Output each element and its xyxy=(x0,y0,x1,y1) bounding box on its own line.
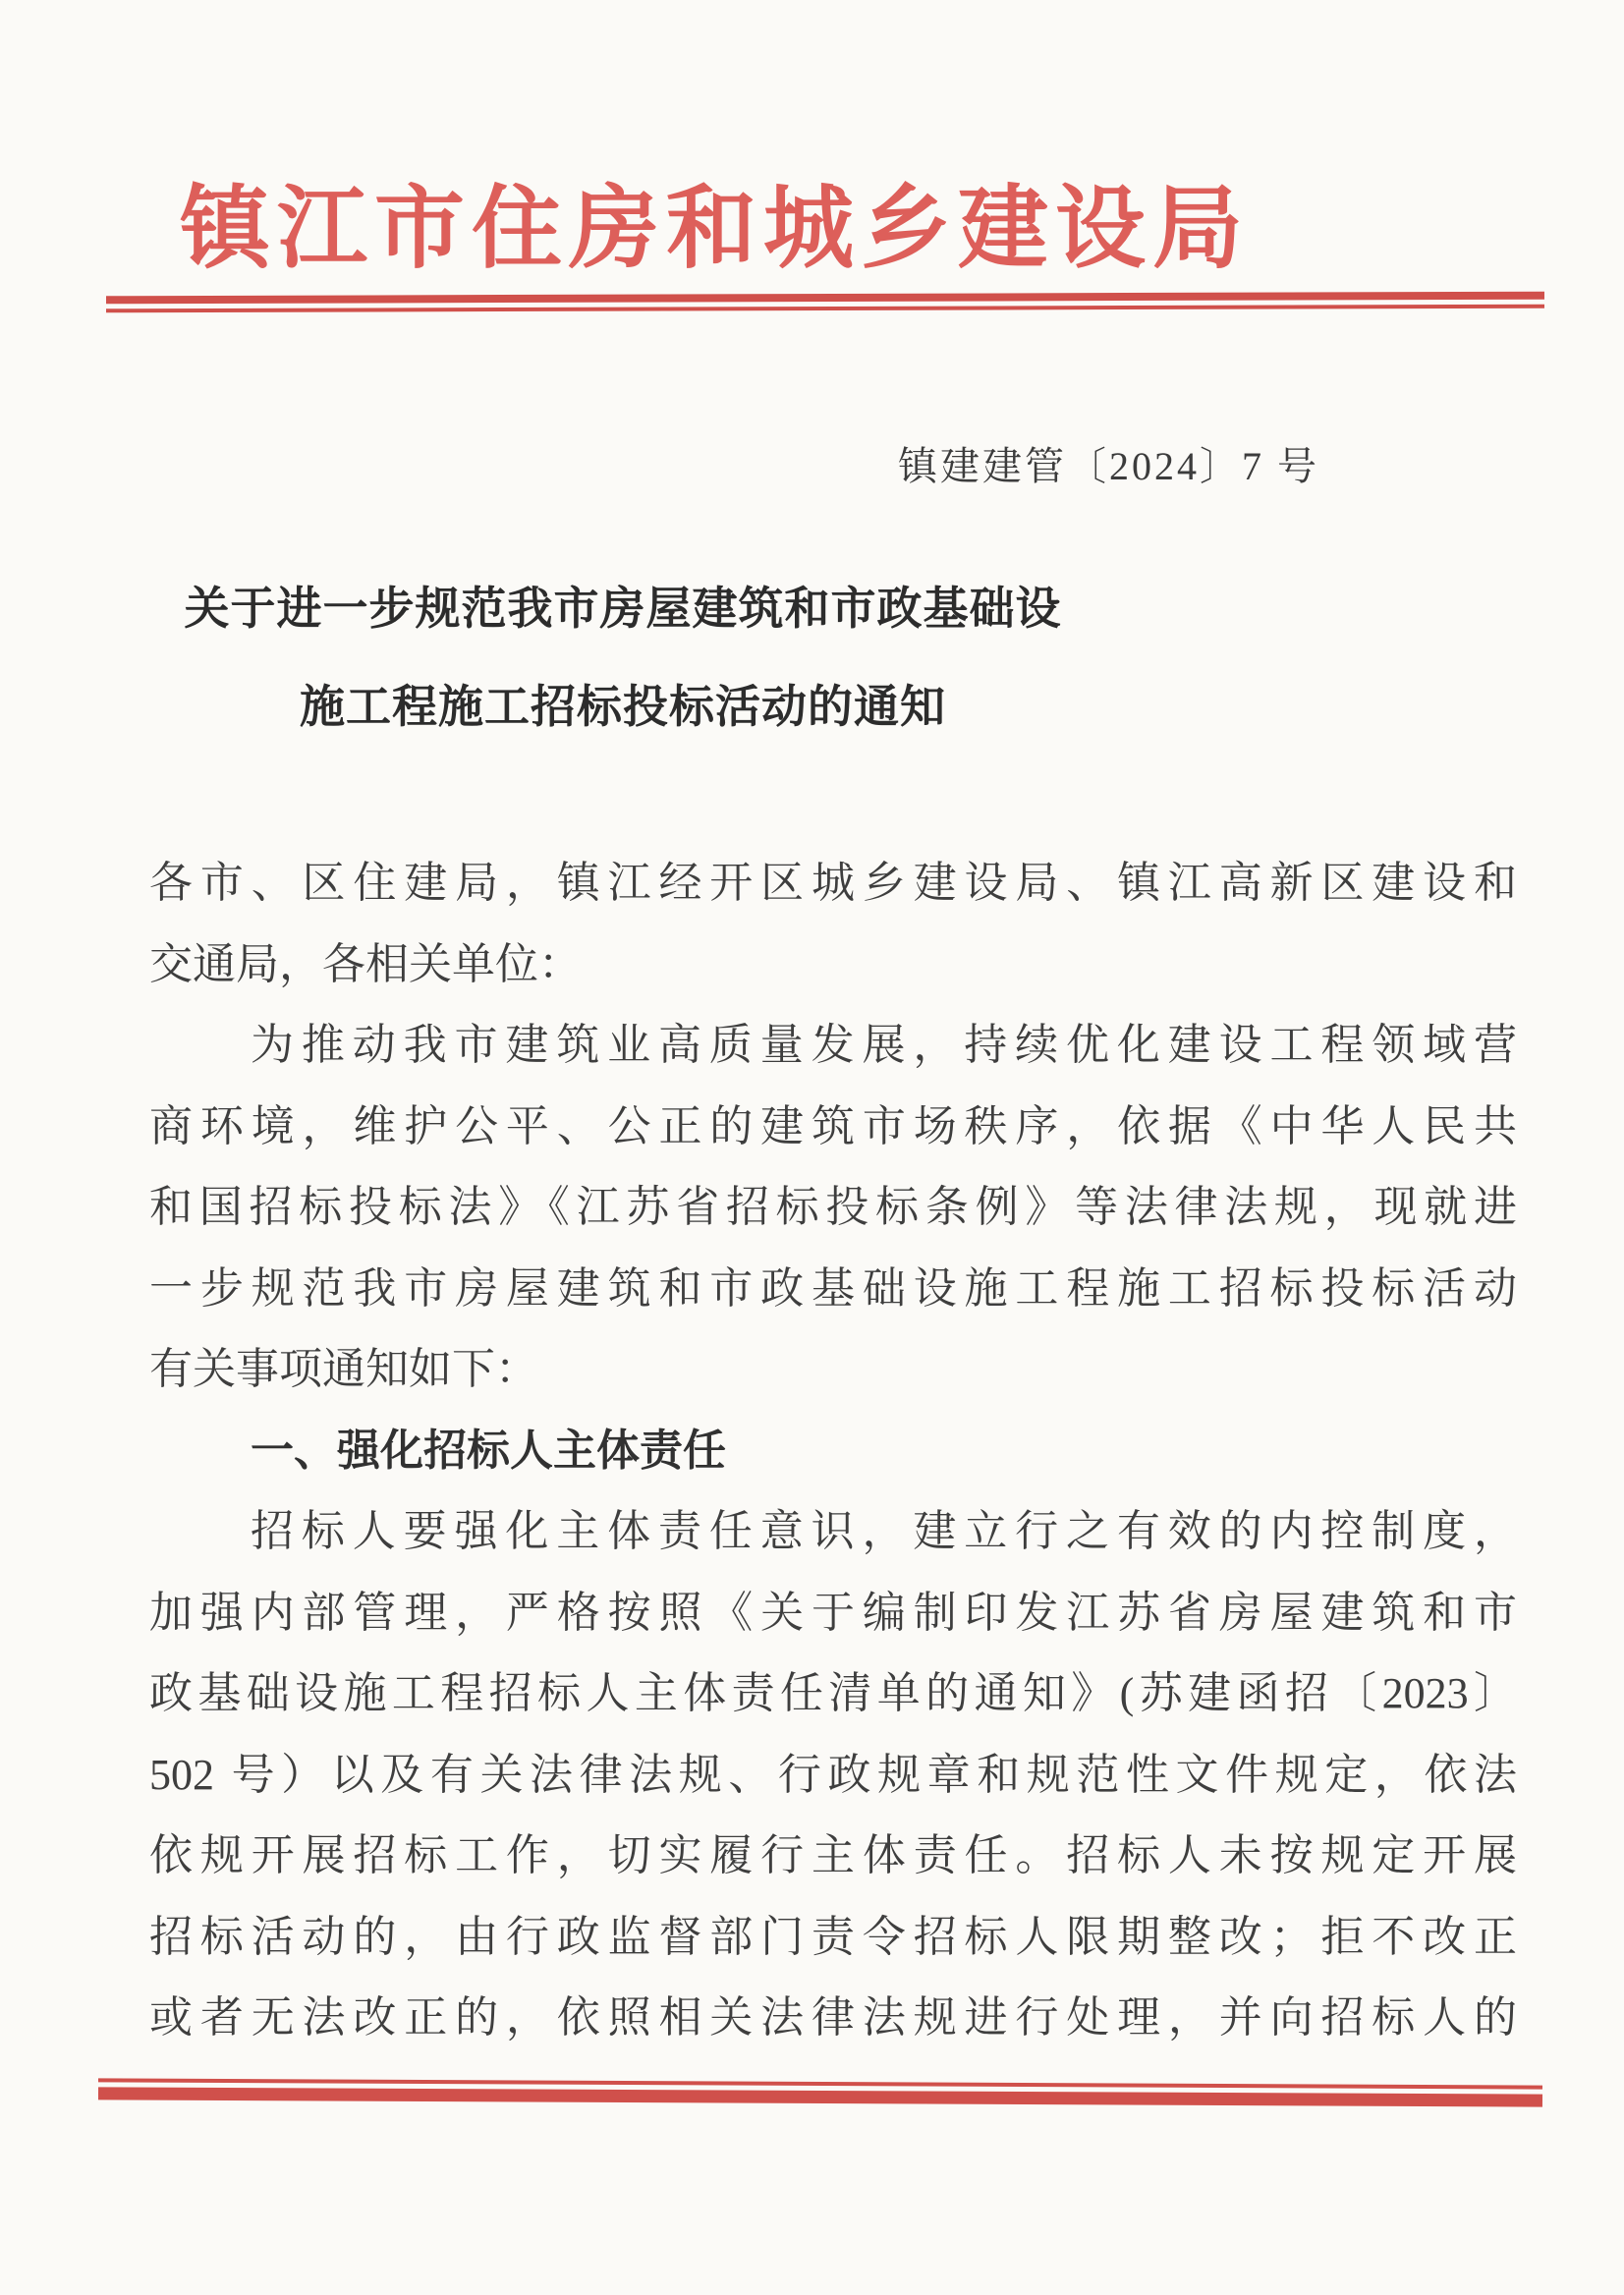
body-line: 政基础设施工程招标人主体责任清单的通知》(苏建函招〔2023〕 xyxy=(149,1669,1517,1717)
letterhead-agency-name: 镇江市住房和城乡建设局 xyxy=(180,179,1251,279)
body-line: 或者无法改正的，依照相关法律法规进行处理，并向招标人的 xyxy=(149,1993,1517,2042)
body-line: 各市、区住建局，镇江经开区城乡建设局、镇江高新区建设和 xyxy=(149,859,1517,907)
document-body xyxy=(149,843,1517,2059)
document-title-line-1: 关于进一步规范我市房屋建筑和市政基础设 xyxy=(184,584,1062,634)
body-line: 加强内部管理，严格按照《关于编制印发江苏省房屋建筑和市 xyxy=(149,1588,1517,1637)
footer-rule-thick xyxy=(98,2087,1542,2106)
body-line: 依规开展招标工作，切实履行主体责任。招标人未按规定开展 xyxy=(149,1831,1517,1879)
body-line: 有关事项通知如下： xyxy=(149,1345,538,1393)
section-heading: 一、强化招标人主体责任 xyxy=(251,1426,726,1475)
body-line: 为推动我市建筑业高质量发展，持续优化建设工程领域营 xyxy=(251,1021,1517,1069)
body-line: 招标活动的，由行政监督部门责令招标人限期整改；拒不改正 xyxy=(149,1912,1517,1961)
letterhead-rule-thin xyxy=(106,305,1544,312)
body-line: 一步规范我市房屋建筑和市政基础设施工程施工招标投标活动 xyxy=(149,1263,1517,1313)
document-title-line-2: 施工程施工招标投标活动的通知 xyxy=(300,682,946,732)
body-line: 交通局，各相关单位： xyxy=(149,939,582,988)
body-line: 商环境，维护公平、公正的建筑市场秩序，依据《中华人民共 xyxy=(149,1101,1517,1150)
body-line: 和国招标投标法》《江苏省招标投标条例》等法律法规，现就进 xyxy=(149,1183,1517,1231)
document-title xyxy=(0,560,1246,756)
body-line: 502 号）以及有关法律法规、行政规章和规范性文件规定，依法 xyxy=(149,1750,1517,1799)
letterhead-rule-thick xyxy=(106,292,1544,305)
document-number: 镇建建管〔2024〕7 号 xyxy=(898,444,1319,488)
body-line: 招标人要强化主体责任意识，建立行之有效的内控制度， xyxy=(251,1507,1517,1555)
